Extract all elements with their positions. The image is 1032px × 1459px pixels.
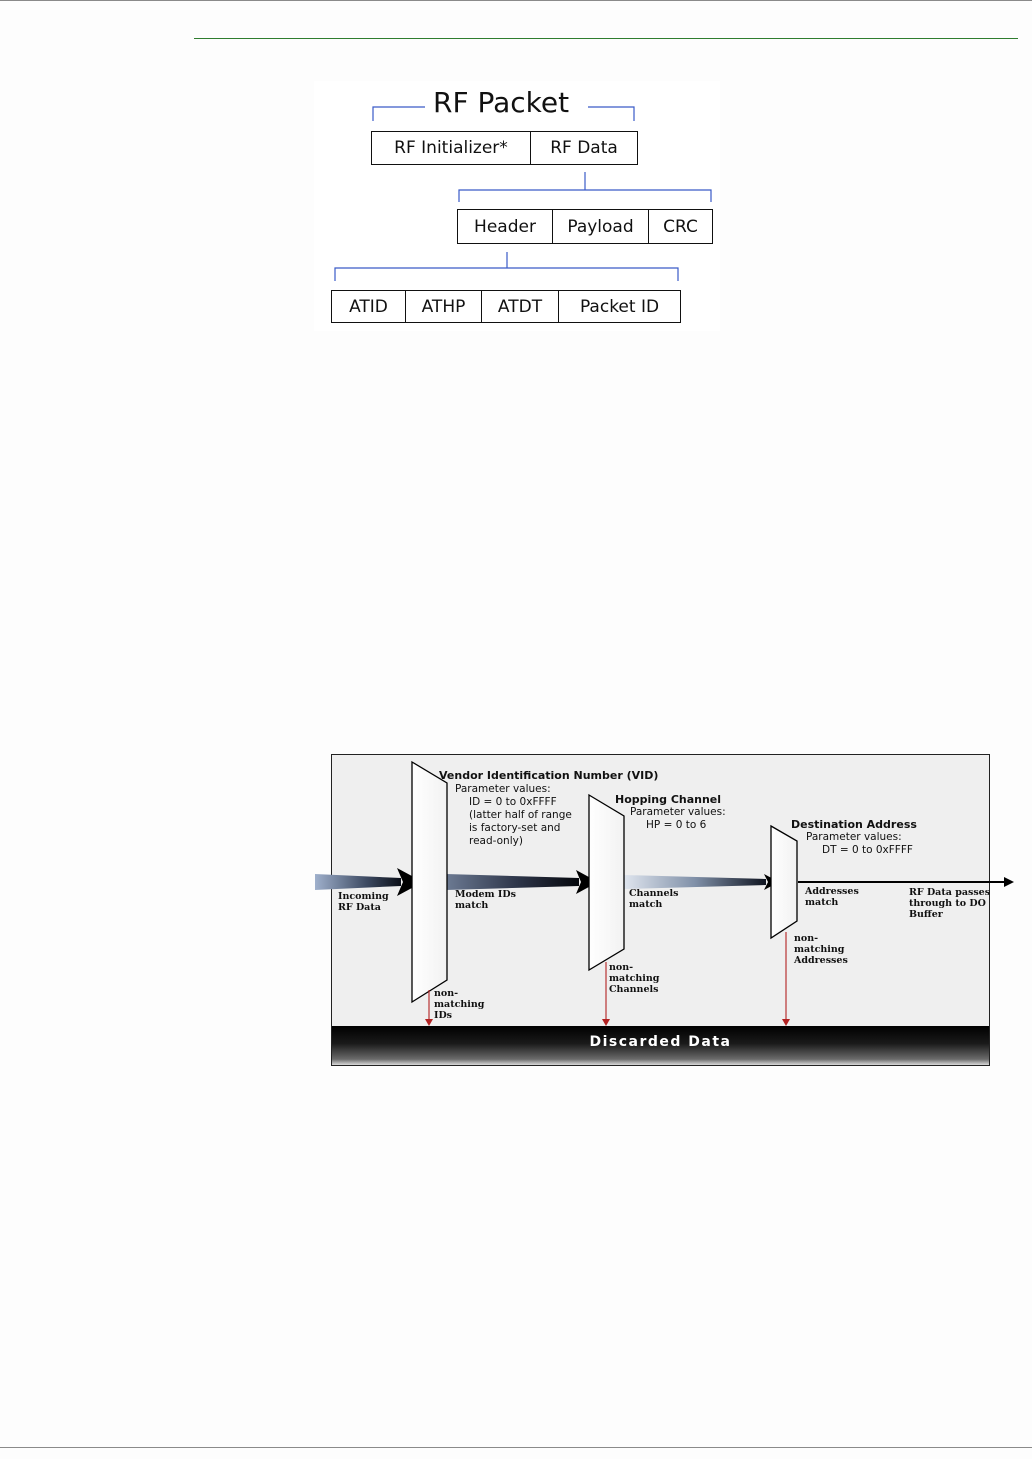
destination-address-title: Destination Address xyxy=(791,818,917,831)
vid-note-3: read-only) xyxy=(469,835,523,847)
output-label: RF Data passes through to DO Buffer xyxy=(909,887,991,920)
modem-ids-match-label: Modem IDs match xyxy=(455,889,516,911)
discarded-data-bar: Discarded Data xyxy=(332,1026,989,1065)
packet-brackets xyxy=(0,0,1032,400)
vid-note-1: (latter half of range xyxy=(469,809,572,821)
non-matching-addresses-label: non-matching Addresses xyxy=(794,933,848,966)
stage2-to-stage3-arrow xyxy=(624,875,766,889)
bracket-header xyxy=(335,268,678,281)
vid-title: Vendor Identification Number (VID) xyxy=(439,769,659,782)
channels-match-label: Channels match xyxy=(629,888,679,910)
incoming-data-arrow xyxy=(315,874,401,890)
hopping-channel-title: Hopping Channel xyxy=(615,793,722,806)
hopping-channel-filter xyxy=(589,795,624,970)
cell-atid: ATID xyxy=(331,290,406,323)
stage1-to-stage2-arrow xyxy=(446,874,579,890)
incoming-rf-data-label: Incoming RF Data xyxy=(338,891,389,913)
bracket-rf-data xyxy=(459,190,711,202)
footer-rule xyxy=(0,1447,1032,1448)
cell-atdt: ATDT xyxy=(481,290,559,323)
cell-rf-initializer: RF Initializer* xyxy=(371,131,531,165)
rf-packet-title: RF Packet xyxy=(433,86,570,119)
addresses-match-label: Addresses match xyxy=(805,886,859,908)
cell-packet-id: Packet ID xyxy=(558,290,681,323)
vid-param-label: Parameter values: xyxy=(455,783,551,795)
vid-filter xyxy=(412,762,447,1002)
destination-param-label: Parameter values: xyxy=(806,831,902,843)
bracket-rf-packet-left xyxy=(373,107,425,121)
destination-address-filter xyxy=(771,826,797,938)
vid-param-value: ID = 0 to 0xFFFF xyxy=(469,796,557,808)
hopping-param-value: HP = 0 to 6 xyxy=(646,819,707,831)
output-arrow-head xyxy=(1004,877,1014,887)
non-matching-channels-label: non-matching Channels xyxy=(609,962,660,995)
destination-param-value: DT = 0 to 0xFFFF xyxy=(822,844,913,856)
cell-rf-data: RF Data xyxy=(530,131,638,165)
vid-note-2: is factory-set and xyxy=(469,822,561,834)
hopping-param-label: Parameter values: xyxy=(630,806,726,818)
cell-athp: ATHP xyxy=(405,290,482,323)
non-matching-ids-label: non-matching IDs xyxy=(434,988,485,1021)
bracket-rf-packet-right xyxy=(588,107,634,121)
cell-header: Header xyxy=(457,209,553,244)
cell-payload: Payload xyxy=(552,209,649,244)
cell-crc: CRC xyxy=(648,209,713,244)
